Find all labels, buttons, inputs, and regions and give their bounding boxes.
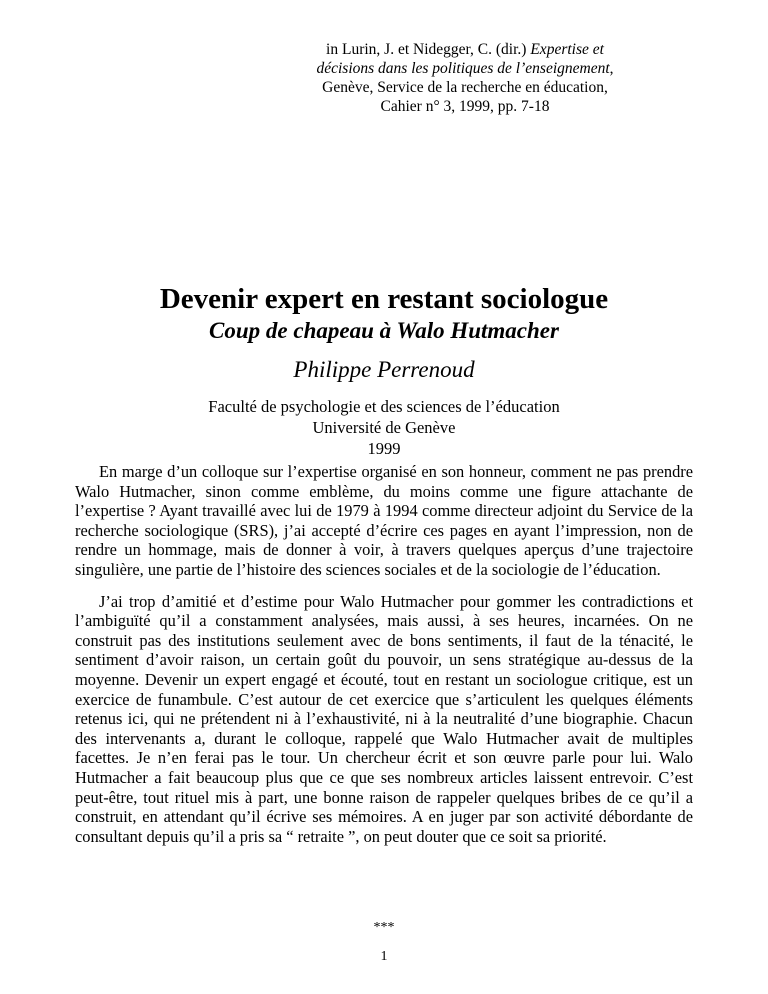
author-name: Philippe Perrenoud	[293, 357, 475, 382]
citation-block	[300, 40, 630, 116]
page-number: 1	[380, 949, 388, 964]
paragraph-2: J’ai trop d’amitié et d’estime pour Walo Hutmacher pour gommer les contradictions et l’ambiguïté qu’il a constamment analysées, mais aussi, à ses heures, incarnées. On ne construit pas des institutions seulement avec de bons sentiments, il faut de la ténacité, le sentiment d’avoir raison, un certain goût du pouvoir, un sens stratégique au-dessus de la moyenne. Devenir un expert engagé et écouté, tout en restant un sociologue critique, est un exercice de funambule. C’est autour de cet exercice que s’articulent les quelques éléments retenus ici, qui ne prétendent ni à l’exhaustivité, ni à la neutralité d’une biographie. Chacun des intervenants a, durant le colloque, rappelé que Walo Hutmacher avait de multiples facettes. Je n’en ferai pas le tour. Un chercheur écrit et son œuvre parle pour lui. Walo Hutmacher a fait beaucoup plus que ce que ses nombreux articles laissent entrevoir. C’est peut-être, tout rituel mis à part, une bonne raison de rappeler quelques bribes de ce qu’il a construit, en attendant qu’il écrive ses mémoires. A en juger par son activité débordante de consultant depuis qu’il a pris sa “ retraite ”, on peut douter que ce soit sa priorité.	[75, 591, 693, 846]
citation-line-1-italic: Expertise et	[530, 41, 604, 58]
citation-line-2-italic: décisions dans les politiques de l’enseignement	[316, 60, 610, 77]
paragraph-1: En marge d’un colloque sur l’expertise organisé en son honneur, comment ne pas prendre Walo Hutmacher, sinon comme emblème, du moins comme une figure attachante de l’expertise ? Ayant travaillé avec lui de 1979 à 1994 comme directeur adjoint du Service de la recherche sociologique (SRS), j’ai accepté d’écrire ces pages en ayant l’impression, non de rendre un hommage, mais de donner à voir, à travers quelques aperçus d’une trajectoire singulière, une partie de l’histoire des sciences sociales et de la sociologie de l’éducation.	[75, 462, 693, 579]
citation-line-2-tail: ,	[609, 60, 614, 77]
citation-line-1-text: in Lurin, J. et Nidegger, C. (dir.)	[326, 41, 531, 58]
affiliation-block	[0, 396, 768, 459]
body-text	[75, 462, 693, 858]
citation-line-4: Cahier n° 3, 1999, pp. 7-18	[380, 98, 550, 115]
document-subtitle: Coup de chapeau à Walo Hutmacher	[209, 318, 559, 343]
affiliation-faculty: Faculté de psychologie et des sciences de l’éducation	[208, 397, 560, 416]
citation-line-3: Genève, Service de la recherche en éducation,	[322, 79, 608, 96]
affiliation-university: Université de Genève	[312, 418, 456, 437]
document-title: Devenir expert en restant sociologue	[159, 283, 609, 315]
citation-line-1	[300, 40, 630, 59]
citation-line-2	[300, 59, 630, 78]
section-separator: ***	[373, 920, 395, 935]
affiliation-year: 1999	[367, 439, 401, 458]
